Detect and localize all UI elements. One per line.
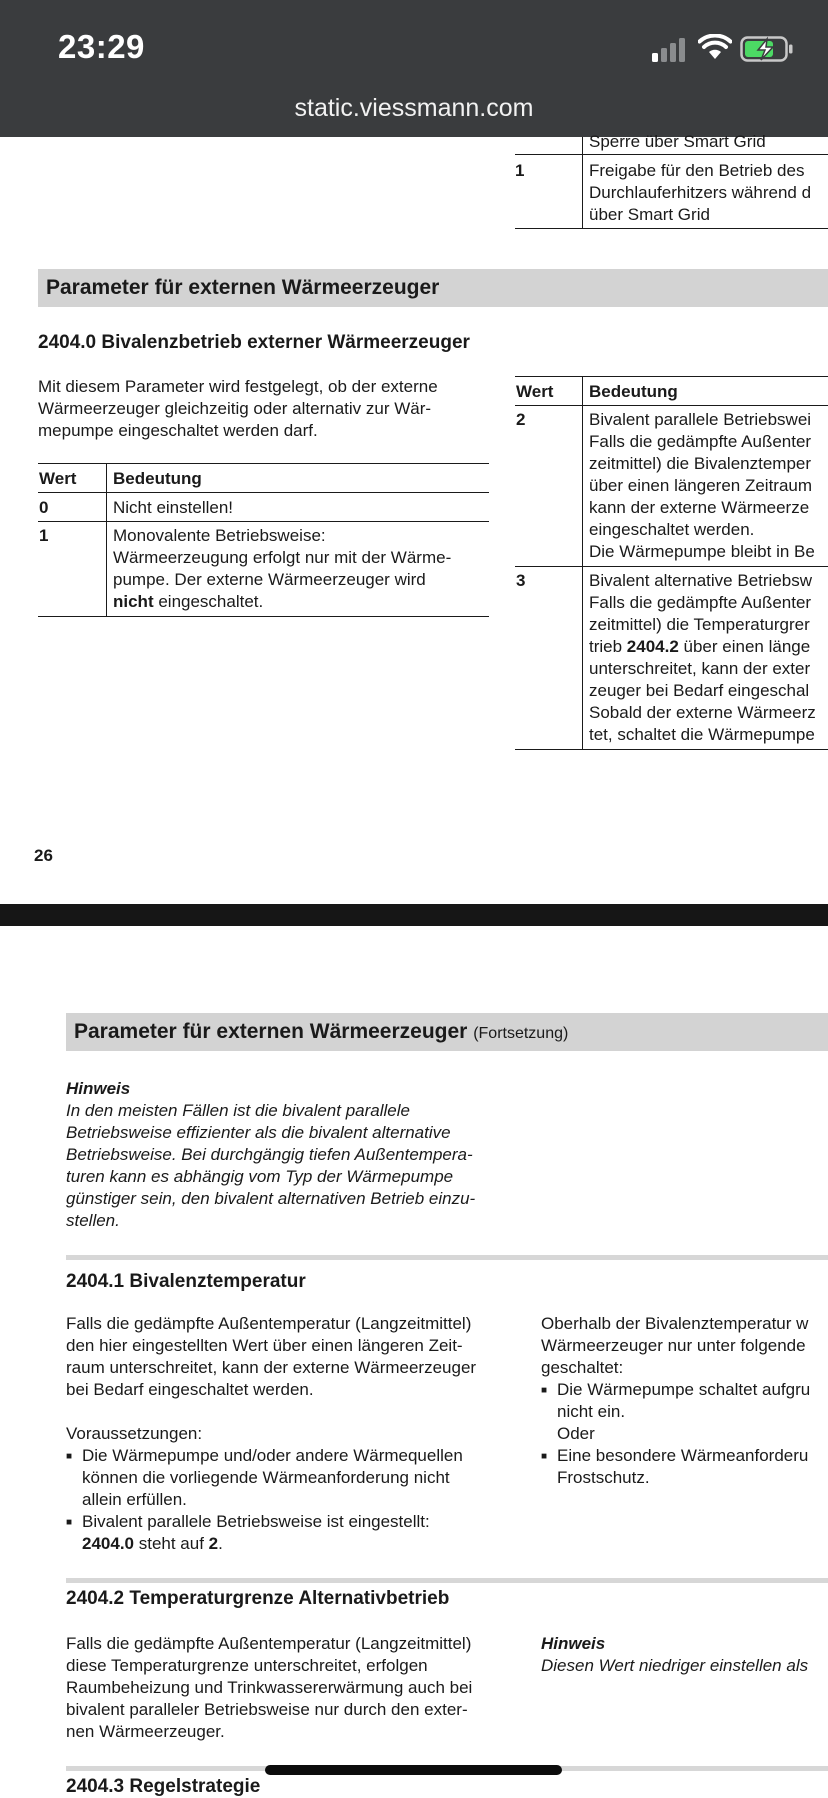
oder-label: Oder bbox=[557, 1424, 595, 1443]
body-line: diese Temperaturgrenze unterschreitet, erfolgen bbox=[66, 1656, 428, 1675]
bullet-continuation: können die vorliegende Wärmeanforderung nicht bbox=[82, 1468, 450, 1487]
bullet-continuation: 2404.0 steht auf 2. bbox=[82, 1534, 223, 1553]
table-cell: Die Wärmepumpe bleibt in Be bbox=[589, 542, 815, 561]
param-title: 2404.3 Regelstrategie bbox=[66, 1776, 261, 1797]
table-cell: eingeschaltet werden. bbox=[589, 520, 755, 539]
section-title: Parameter für externen Wärmeerzeuger bbox=[46, 276, 440, 299]
table-cell-wert: 2 bbox=[516, 410, 526, 429]
table-cell: Durchlauferhitzers während d bbox=[589, 183, 812, 202]
param-title: 2404.0 Bivalenzbetrieb externer Wärmeerzeuger bbox=[38, 332, 470, 353]
column-header: Bedeutung bbox=[113, 469, 202, 488]
table-cell: Bivalent parallele Betriebswei bbox=[589, 410, 812, 429]
table-cell: über einen längeren Zeitraum bbox=[589, 476, 813, 495]
home-indicator[interactable] bbox=[265, 1765, 562, 1775]
hinweis-line: günstiger sein, den bivalent alternativen Betrieb einzu- bbox=[66, 1189, 476, 1208]
table-cell: Sobald der externe Wärmeerz bbox=[589, 703, 816, 722]
pdf-page-27 bbox=[0, 926, 828, 1797]
hinweis-line: Betriebsweise effizienter als die bivalent alternative bbox=[66, 1123, 451, 1142]
page-number: 26 bbox=[34, 846, 53, 865]
hinweis-line: turen kann es abhängig vom Typ der Wärmepumpe bbox=[66, 1167, 454, 1186]
wifi-icon bbox=[698, 34, 732, 60]
intro-line: Wärmeerzeuger gleichzeitig oder alternativ zur Wär- bbox=[38, 399, 432, 418]
section-title: Parameter für externen Wärmeerzeuger bbox=[74, 1020, 468, 1043]
section-suffix: (Fortsetzung) bbox=[473, 1025, 569, 1042]
table-cell: Falls die gedämpfte Außenter bbox=[589, 593, 812, 612]
table-cell: zeuger bei Bedarf eingeschal bbox=[589, 681, 810, 700]
voraussetzungen-label: Voraussetzungen: bbox=[66, 1424, 203, 1443]
pdf-page-26 bbox=[0, 132, 828, 904]
table-cell: Monovalente Betriebsweise: bbox=[113, 526, 326, 545]
table-cell-wert: 0 bbox=[39, 498, 49, 517]
body-line: Falls die gedämpfte Außentemperatur (Langzeitmittel) bbox=[66, 1634, 472, 1653]
table-cell-wert: 1 bbox=[515, 161, 525, 180]
table-cell: Wärmeerzeugung erfolgt nur mit der Wärme- bbox=[113, 548, 452, 567]
hinweis-title: Hinweis bbox=[541, 1634, 606, 1653]
body-line: den hier eingestellten Wert über einen längeren Zeit- bbox=[66, 1336, 463, 1355]
body-line: bivalent paralleler Betriebsweise nur durch den exter- bbox=[66, 1700, 468, 1719]
battery-charging-icon bbox=[740, 36, 794, 62]
body-line: nen Wärmeerzeuger. bbox=[66, 1722, 225, 1741]
table-cell: Sperre über Smart Grid bbox=[589, 132, 766, 151]
table-cell: Freigabe für den Betrieb des bbox=[589, 161, 805, 180]
browser-status-bar bbox=[0, 0, 828, 137]
table-cell: pumpe. Der externe Wärmeerzeuger wird bbox=[113, 570, 426, 589]
body-line: raum unterschreitet, kann der externe Wärmeerzeuger bbox=[66, 1358, 477, 1377]
table-cell: kann der externe Wärmeerze bbox=[589, 498, 810, 517]
table-cell-wert: 1 bbox=[39, 526, 49, 545]
clock-time: 23:29 bbox=[58, 28, 145, 65]
table-cell: nicht eingeschaltet. bbox=[113, 592, 264, 611]
hinweis-line: Betriebsweise. Bei durchgängig tiefen Außentempera- bbox=[66, 1145, 473, 1164]
param-title: 2404.2 Temperaturgrenze Alternativbetrieb bbox=[66, 1588, 450, 1609]
body-line: Falls die gedämpfte Außentemperatur (Langzeitmittel) bbox=[66, 1314, 472, 1333]
hinweis-line: Diesen Wert niedriger einstellen als bbox=[541, 1656, 809, 1675]
page-url[interactable]: static.viessmann.com bbox=[294, 94, 534, 122]
body-line: Wärmeerzeuger nur unter folgende bbox=[541, 1336, 806, 1355]
bullet-item: ■ Die Wärmepumpe schaltet aufgru bbox=[557, 1379, 810, 1401]
cellular-signal-icon bbox=[652, 36, 690, 62]
bullet-continuation: Frostschutz. bbox=[557, 1468, 650, 1487]
body-line: Raumbeheizung und Trinkwassererwärmung auch bei bbox=[66, 1678, 473, 1697]
bullet-continuation: nicht ein. bbox=[557, 1402, 626, 1421]
column-header: Wert bbox=[39, 469, 77, 488]
table-cell: Nicht einstellen! bbox=[113, 498, 234, 517]
hinweis-line: stellen. bbox=[66, 1211, 120, 1230]
body-line: Oberhalb der Bivalenztemperatur w bbox=[541, 1314, 809, 1333]
section-header bbox=[38, 269, 828, 307]
hinweis-line: In den meisten Fällen ist die bivalent parallele bbox=[66, 1101, 410, 1120]
page-divider bbox=[0, 904, 828, 926]
column-header: Wert bbox=[516, 382, 554, 401]
intro-line: mepumpe eingeschaltet werden darf. bbox=[38, 421, 318, 440]
column-header: Bedeutung bbox=[589, 382, 678, 401]
table-cell: Bivalent alternative Betriebsw bbox=[589, 571, 813, 590]
bullet-continuation: allein erfüllen. bbox=[82, 1490, 187, 1509]
bullet-item: ■ Die Wärmepumpe und/oder andere Wärmequellen bbox=[82, 1445, 463, 1467]
table-cell: unterschreitet, kann der exter bbox=[589, 659, 811, 678]
table-cell: zeitmittel) die Bivalenztemper bbox=[589, 454, 812, 473]
param-title: 2404.1 Bivalenztemperatur bbox=[66, 1271, 306, 1292]
bullet-item: ■ Bivalent parallele Betriebsweise ist eingestellt: bbox=[82, 1511, 430, 1533]
table-cell: über Smart Grid bbox=[589, 205, 710, 224]
body-line: bei Bedarf eingeschaltet werden. bbox=[66, 1380, 314, 1399]
table-cell-wert: 3 bbox=[516, 571, 526, 590]
table-cell: tet, schaltet die Wärmepumpe bbox=[589, 725, 815, 744]
intro-line: Mit diesem Parameter wird festgelegt, ob der externe bbox=[38, 377, 438, 396]
table-cell: Falls die gedämpfte Außenter bbox=[589, 432, 812, 451]
body-line: geschaltet: bbox=[541, 1358, 624, 1377]
bullet-item: ■ Eine besondere Wärmeanforderu bbox=[557, 1445, 808, 1467]
table-cell: trieb 2404.2 über einen länge bbox=[589, 637, 811, 656]
table-cell: zeitmittel) die Temperaturgrer bbox=[589, 615, 810, 634]
section-header bbox=[66, 1013, 828, 1051]
hinweis-title: Hinweis bbox=[66, 1079, 131, 1098]
